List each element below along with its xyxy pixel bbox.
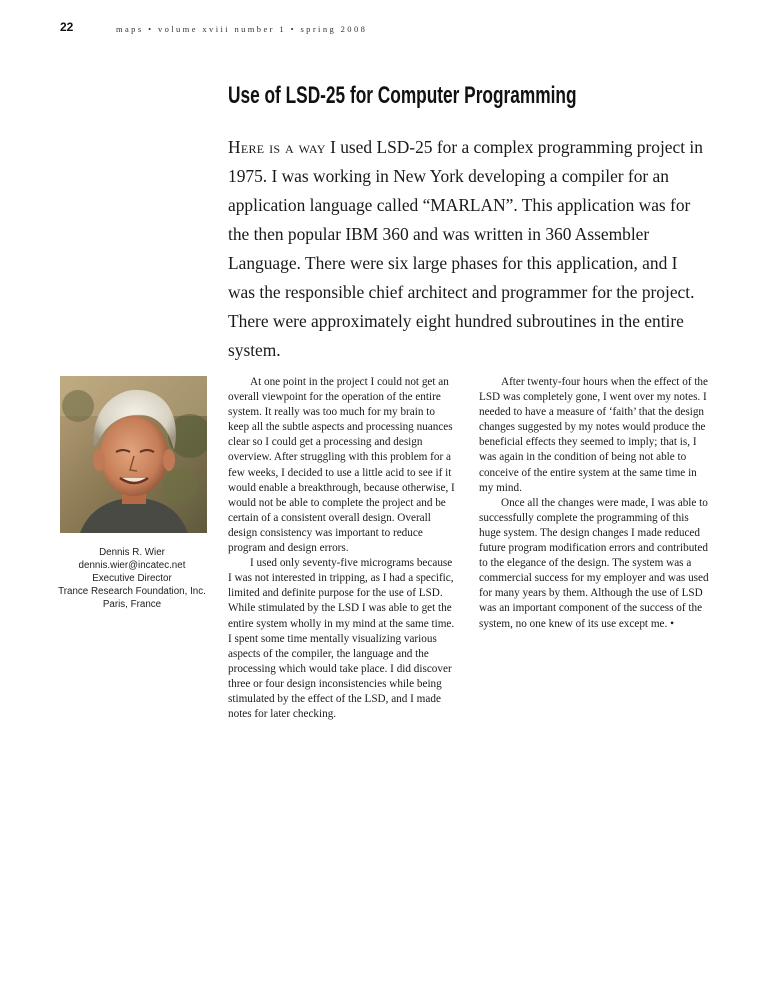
body-column-right	[479, 375, 709, 632]
lead-smallcaps: Here is a way	[228, 137, 326, 157]
body-paragraph: After twenty-four hours when the effect of the LSD was completely gone, I went over my notes. I needed to have a measure of ‘faith’ that the design changes suggested by my notes would produce the beneficial effects they seemed to imply; that is, I was again in the condition of being not able to conceive of the entire system at the same time in my mind.	[479, 376, 708, 494]
body-paragraph: Once all the changes were made, I was able to successfully complete the programming of this huge system. The design changes I made reduced future program modification errors and contributed to the elegance of the design. The system was a commercial success for my employer and was used for many years by them. Although the use of LSD was an important component of the success of the system, no one knew of its use except me. •	[479, 496, 709, 630]
author-location: Paris, France	[102, 599, 162, 610]
body-column-left	[228, 375, 458, 722]
lead-paragraph	[228, 133, 708, 365]
body-paragraph: At one point in the project I could not get an overall viewpoint for the operation of the entire system. It really was too much for my brain to keep all the subtle aspects and processing nuances clear so I could get a processing and design overview. After struggling with this problem for a few weeks, I decided to use a little acid to see if it would enable a breakthrough, because otherwise, I would not be able to complete the project and be certain of a consistent overall design. Overall design consistency was important to reduce program and design errors.	[228, 376, 455, 555]
author-role: Executive Director	[92, 573, 172, 584]
author-photo	[60, 376, 207, 533]
running-header: maps • volume xviii number 1 • spring 2008	[116, 24, 368, 34]
author-email: dennis.wier@incatec.net	[78, 560, 186, 571]
author-organization: Trance Research Foundation, Inc.	[58, 586, 206, 597]
author-name: Dennis R. Wier	[99, 547, 165, 558]
author-caption	[56, 546, 208, 611]
page-number: 22	[60, 20, 74, 34]
body-paragraph: I used only seventy-five micrograms because I was not interested in tripping, as I had a specific, limited and definite purpose for the use of LSD. While stimulated by the LSD I was able to get the entire system wholly in my mind at the same time. I spent some time mentally visualizing various aspects of the compiler, the language and the processing which would take place. I did discover three or four design inconsistencies while being stimulated by the effect of the LSD, and I made notes for later checking.	[228, 557, 455, 721]
lead-text: I used LSD-25 for a complex programming project in 1975. I was working in New York developing a compiler for an application language called “MARLAN”. This application was for the then popular IBM 360 and was written in 360 Assembler Language. There were six large phases for this application, and I was the responsible chief architect and programmer for the project. There were approximately eight hundred subroutines in the entire system.	[228, 137, 703, 360]
article-title: Use of LSD-25 for Computer Programming	[228, 82, 577, 109]
